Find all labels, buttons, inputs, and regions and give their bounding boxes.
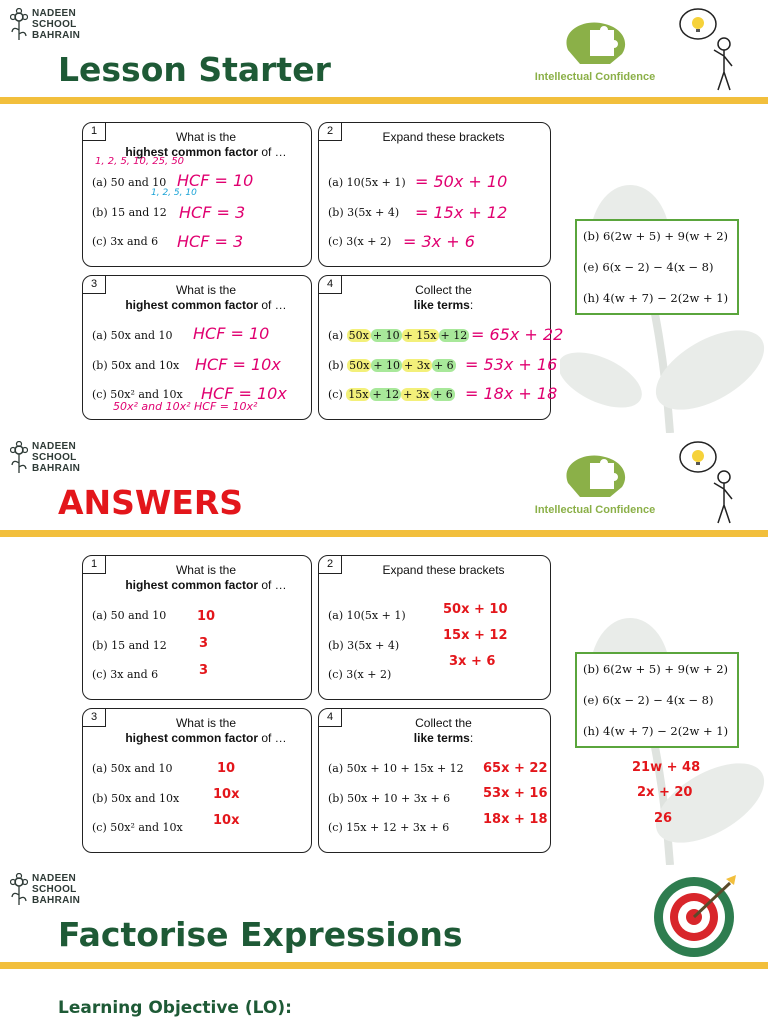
answer-value: 18x + 18 <box>483 812 548 827</box>
question-item: (c) 3(x + 2) <box>328 668 392 681</box>
handwritten-answer: = 50x + 10 <box>415 172 508 191</box>
item-label: (b) <box>328 359 344 372</box>
school-logo <box>10 8 80 42</box>
school-logo <box>10 873 80 907</box>
title-line: What is the <box>175 716 237 730</box>
title-line: Collect the <box>415 716 472 730</box>
card-title <box>107 716 305 746</box>
term-highlight: 50x <box>349 359 370 372</box>
card-number: 3 <box>83 709 106 727</box>
answer-card-4 <box>318 708 551 853</box>
logo-line: NADEEN <box>32 8 77 19</box>
title-line: What is the <box>175 563 237 577</box>
term-highlight: + 3x <box>404 359 430 372</box>
slide-title: Factorise Expressions <box>58 915 463 954</box>
slide-answers <box>0 433 768 865</box>
card-title <box>343 716 544 746</box>
learning-objective-heading: Learning Objective (LO): <box>58 998 292 1018</box>
header-rule <box>0 962 768 969</box>
card-number: 2 <box>319 123 342 141</box>
logo-line: BAHRAIN <box>32 30 81 41</box>
extension-item: (h) 4(w + 7) − 2(2w + 1) <box>583 291 729 305</box>
card-title <box>107 563 305 593</box>
question-item: (a) 50x + 10 + 15x + 12 <box>328 762 464 775</box>
logo-line: SCHOOL <box>32 19 77 30</box>
title-bold: highest common factor <box>125 298 258 312</box>
thinking-person-icon <box>676 4 746 92</box>
answer-value: 3 <box>199 663 209 678</box>
slide-title: ANSWERS <box>58 483 244 522</box>
term-highlight: + 6 <box>433 359 454 372</box>
value-label: Intellectual Confidence <box>534 504 656 516</box>
handwritten-answer: = 65x + 22 <box>471 325 564 344</box>
question-card-4 <box>318 275 564 420</box>
question-item: (c) 15x + 12 + 3x + 6 <box>328 821 450 834</box>
term-highlight: + 3x <box>403 388 430 401</box>
intellectual-confidence-badge <box>520 453 670 516</box>
handwritten-answer: HCF = 3 <box>179 203 246 222</box>
question-item: (b) 15 and 12 <box>92 206 167 219</box>
handwritten-factors: 1, 2, 5, 10 <box>151 188 197 198</box>
question-card-2 <box>318 122 551 267</box>
item-label: (a) <box>328 329 344 342</box>
answer-value: 10 <box>217 761 236 776</box>
question-item: (a) 10(5x + 1) <box>328 176 406 189</box>
question-item: (c) 50x² and 10x <box>92 821 183 834</box>
extension-item: (h) 4(w + 7) − 2(2w + 1) <box>583 724 729 738</box>
card-title: Expand these brackets <box>382 563 505 577</box>
slide-lesson-starter <box>0 0 768 433</box>
card-number: 1 <box>83 123 106 141</box>
question-item: (a) 50x and 10 <box>92 329 173 342</box>
handwritten-answer: HCF = 3 <box>177 232 244 251</box>
term-highlight: 15x <box>348 388 369 401</box>
flower-logo-icon <box>10 873 28 907</box>
card-title <box>107 283 305 313</box>
question-item: (c) 3(x + 2) <box>328 235 392 248</box>
extension-answer: 26 <box>654 811 673 826</box>
header-rule <box>0 530 768 537</box>
title-line: Collect the <box>415 283 472 297</box>
answer-value: 15x + 12 <box>443 628 508 643</box>
question-card-1 <box>82 122 312 267</box>
question-item: (b) 3(5x + 4) <box>328 206 400 219</box>
title-bold: highest common factor <box>125 578 258 592</box>
slide-factorise <box>0 865 768 1024</box>
handwritten-answer: = 15x + 12 <box>415 203 508 222</box>
handwritten-note: 50x² and 10x² HCF = 10x² <box>113 400 258 413</box>
handwritten-answer: = 53x + 16 <box>465 355 558 374</box>
answer-value: 10x <box>213 787 240 802</box>
extension-item: (b) 6(2w + 5) + 9(w + 2) <box>583 229 729 243</box>
question-item <box>328 329 469 342</box>
item-label: (c) <box>328 388 343 401</box>
term-highlight: + 10 <box>372 329 400 342</box>
school-logo <box>10 441 80 475</box>
title-bold: like terms <box>413 298 470 312</box>
card-number: 3 <box>83 276 106 294</box>
answer-value: 65x + 22 <box>483 761 548 776</box>
extension-answer: 2x + 20 <box>637 785 693 800</box>
logo-line: BAHRAIN <box>32 895 81 906</box>
logo-line: NADEEN <box>32 873 77 884</box>
question-item: (a) 10(5x + 1) <box>328 609 406 622</box>
title-line: What is the <box>175 283 237 297</box>
title-line: What is the <box>175 130 237 144</box>
question-item: (a) 50x and 10 <box>92 762 173 775</box>
answer-value: 3x + 6 <box>449 654 496 669</box>
title-tail: : <box>469 731 474 745</box>
term-highlight: + 6 <box>433 388 453 401</box>
logo-line: SCHOOL <box>32 452 77 463</box>
card-number: 2 <box>319 556 342 574</box>
logo-line: BAHRAIN <box>32 463 81 474</box>
question-item: (b) 15 and 12 <box>92 639 167 652</box>
header-rule <box>0 97 768 104</box>
title-bold: like terms <box>413 731 470 745</box>
question-item: (a) 50 and 10 <box>92 609 167 622</box>
extension-box <box>575 219 739 315</box>
card-title <box>343 283 544 313</box>
card-number: 1 <box>83 556 106 574</box>
answer-value: 53x + 16 <box>483 786 548 801</box>
extension-item: (e) 6(x − 2) − 4(x − 8) <box>583 260 714 274</box>
value-label: Intellectual Confidence <box>534 71 656 83</box>
handwritten-answer: HCF = 10 <box>177 171 254 190</box>
title-bold: highest common factor <box>125 145 258 159</box>
slide-title: Lesson Starter <box>58 50 331 89</box>
handwritten-answer: HCF = 10x <box>195 355 281 374</box>
card-title: Expand these brackets <box>382 130 505 144</box>
term-highlight: + 12 <box>372 388 400 401</box>
title-bold: highest common factor <box>125 731 258 745</box>
question-item: (c) 3x and 6 <box>92 668 159 681</box>
puzzle-head-icon <box>560 20 630 64</box>
answer-value: 10 <box>197 609 216 624</box>
question-item: (b) 3(5x + 4) <box>328 639 400 652</box>
handwritten-factors: 1, 2, 5, 10, 25, 50 <box>95 156 185 167</box>
extension-item: (b) 6(2w + 5) + 9(w + 2) <box>583 662 729 676</box>
handwritten-answer: = 3x + 6 <box>403 232 475 251</box>
flower-logo-icon <box>10 441 28 475</box>
answer-value: 50x + 10 <box>443 602 508 617</box>
answer-card-2 <box>318 555 551 700</box>
title-tail: : <box>469 298 474 312</box>
question-card-3 <box>82 275 312 420</box>
question-item: (a) 50 and 10 <box>92 176 167 189</box>
term-highlight: + 12 <box>440 329 468 342</box>
question-item <box>328 359 456 372</box>
title-tail: of … <box>258 298 287 312</box>
answer-value: 3 <box>199 636 209 651</box>
logo-line: NADEEN <box>32 441 77 452</box>
question-item: (c) 3x and 6 <box>92 235 159 248</box>
extension-answer: 21w + 48 <box>632 760 701 775</box>
thinking-person-icon <box>676 437 746 525</box>
answer-card-3 <box>82 708 312 853</box>
title-tail: of … <box>258 145 287 159</box>
puzzle-head-icon <box>560 453 630 497</box>
question-item: (b) 50x + 10 + 3x + 6 <box>328 792 451 805</box>
card-number: 4 <box>319 276 342 294</box>
logo-line: SCHOOL <box>32 884 77 895</box>
title-tail: of … <box>258 578 287 592</box>
handwritten-answer: = 18x + 18 <box>465 384 558 403</box>
answer-value: 10x <box>213 813 240 828</box>
term-highlight: 50x <box>348 329 369 342</box>
target-icon <box>652 871 742 961</box>
question-item: (c) 50x² and 10x <box>92 388 183 401</box>
question-item: (b) 50x and 10x <box>92 359 180 372</box>
handwritten-answer: HCF = 10 <box>193 324 270 343</box>
extension-item: (e) 6(x − 2) − 4(x − 8) <box>583 693 714 707</box>
handwritten-answer: HCF = 10x <box>201 384 287 403</box>
term-highlight: + 15x <box>403 329 437 342</box>
extension-box <box>575 652 739 748</box>
question-item: (b) 50x and 10x <box>92 792 180 805</box>
question-item <box>328 388 455 401</box>
intellectual-confidence-badge <box>520 20 670 83</box>
card-number: 4 <box>319 709 342 727</box>
flower-logo-icon <box>10 8 28 42</box>
term-highlight: + 10 <box>373 359 401 372</box>
answer-card-1 <box>82 555 312 700</box>
title-tail: of … <box>258 731 287 745</box>
